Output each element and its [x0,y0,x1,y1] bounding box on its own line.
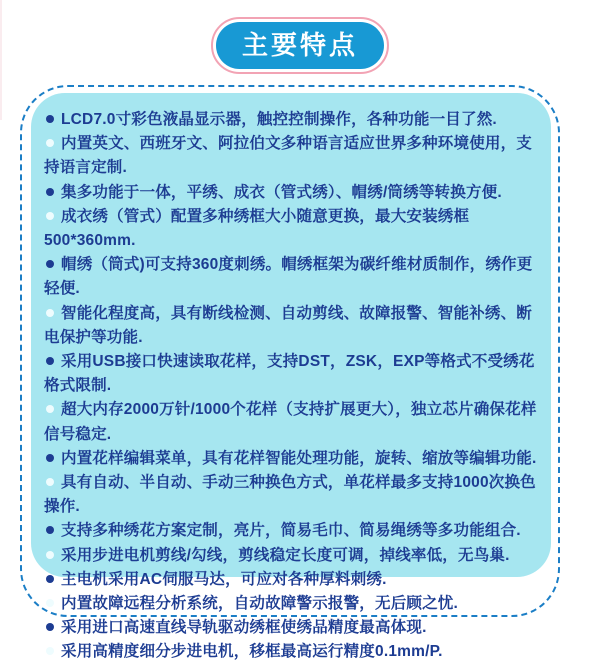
bullet-dot-icon [46,647,54,655]
feature-text: 采用高精度细分步进电机，移框最高运行精度0.1mm/P. [61,643,443,661]
feature-text: 采用步进电机剪线/勾线，剪线稳定长度可调，掉线率低，无鸟巢. [61,546,510,564]
features-panel [31,93,551,661]
bullet-dot-icon [46,115,54,123]
bullet-dot-icon [46,139,54,147]
bullet-dot-icon [46,575,54,583]
feature-item [44,447,541,471]
feature-item [44,471,541,519]
scan-artifact-edge [0,0,2,120]
feature-text: 具有自动、半自动、手动三种换色方式，单花样最多支持1000次换色操作. [44,474,536,516]
feature-text: 集多功能于一体，平绣、成衣（管式绣）、帽绣/筒绣等转换方便. [61,183,502,201]
feature-text: LCD7.0寸彩色液晶显示器，触控控制操作，各种功能一目了然. [61,111,497,128]
feature-item [44,253,541,301]
feature-text: 成衣绣（管式）配置多种绣框大小随意更换，最大安装绣框500*360mm. [44,207,470,250]
bullet-dot-icon [46,309,54,317]
bullet-dot-icon [46,551,54,559]
title-pill [216,22,384,69]
feature-item [44,544,541,568]
feature-item [44,592,541,616]
feature-text: 智能化程度高，具有断线检测、自动剪线、故障报警、智能补绣、断电保护等功能. [44,304,533,346]
bullet-dot-icon [46,405,54,413]
main-features-title-badge [211,17,389,74]
feature-item [44,302,541,350]
feature-item [44,640,541,664]
feature-item [44,108,541,132]
bullet-dot-icon [46,454,54,462]
bullet-dot-icon [46,599,54,607]
feature-item [44,350,541,398]
bullet-dot-icon [46,357,54,365]
bullet-dot-icon [46,188,54,196]
feature-text: 采用进口高速直线导轨驱动绣框使绣品精度最高体现. [61,619,427,637]
feature-text: 支持多种绣花方案定制，亮片，简易毛巾、简易绳绣等多功能组合. [61,522,521,540]
feature-item [44,398,541,446]
feature-text: 内置故障远程分析系统，自动故障警示报警，无后顾之忧. [61,595,459,613]
feature-item [44,205,541,253]
features-list [31,93,551,665]
feature-item [44,519,541,543]
feature-item [44,568,541,592]
feature-item [44,616,541,640]
feature-item [44,132,541,180]
bullet-dot-icon [46,478,54,486]
feature-text: 内置英文、西班牙文、阿拉伯文多种语言适应世界多种环境使用，支持语言定制. [44,135,533,177]
bullet-dot-icon [46,260,54,268]
bullet-dot-icon [46,623,54,631]
bullet-dot-icon [46,212,54,220]
feature-text: 内置花样编辑菜单，具有花样智能处理功能，旋转、缩放等编辑功能. [61,449,537,467]
page-title: 主要特点 [241,30,359,60]
feature-text: 超大内存2000万针/1000个花样（支持扩展更大），独立芯片确保花样信号稳定. [44,401,537,443]
bullet-dot-icon [46,526,54,534]
feature-item [44,181,541,205]
feature-text: 采用USB接口快速读取花样，支持DST，ZSK，EXP等格式不受绣花格式限制. [44,353,535,395]
feature-text: 主电机采用AC伺服马达，可应对各种厚料刺绣. [61,570,387,588]
feature-text: 帽绣（筒式)可支持360度刺绣。帽绣框架为碳纤维材质制作，绣作更轻便. [44,256,533,298]
